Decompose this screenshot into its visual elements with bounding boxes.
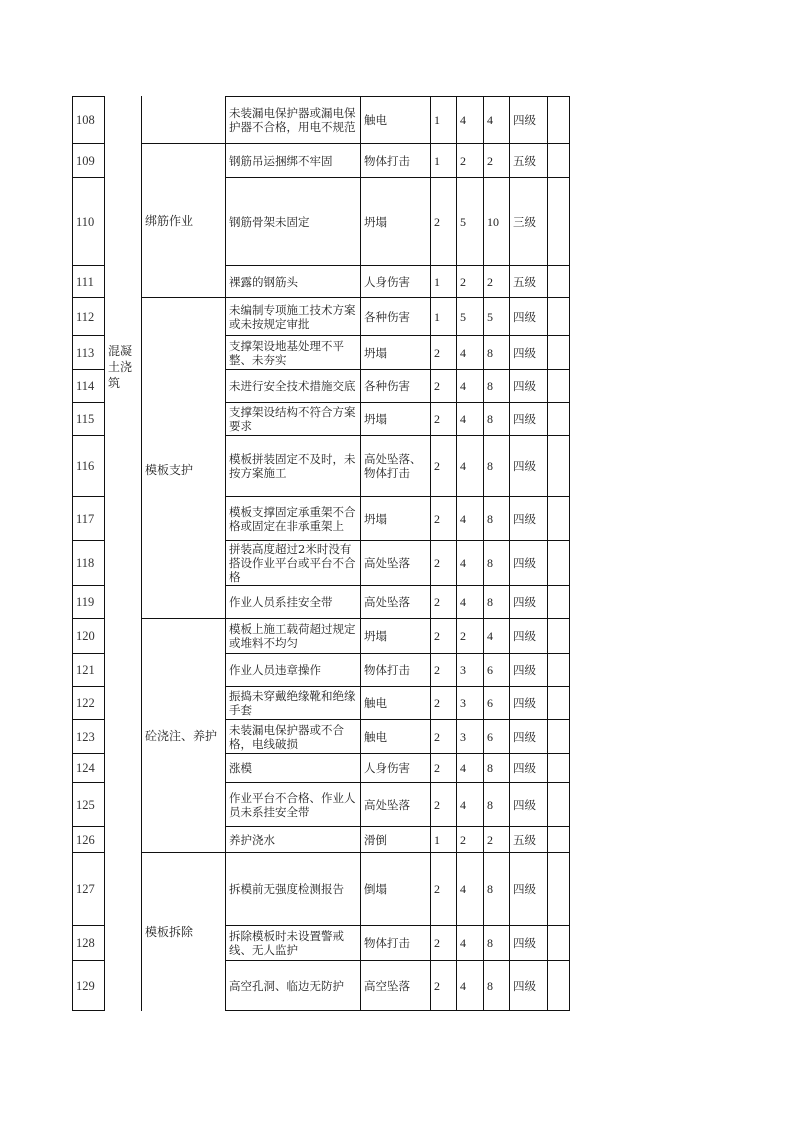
risk-value: 5 [487, 309, 493, 324]
hazard-description: 未编制专项施工技术方案或未按规定审批 [229, 302, 356, 331]
risk-level: 五级 [513, 153, 536, 168]
note-cell [548, 654, 569, 686]
hazard-description: 振捣未穿戴绝缘靴和绝缘手套 [229, 689, 356, 717]
likelihood-value: 2 [434, 761, 440, 775]
note-cell [548, 266, 569, 297]
risk-value: 6 [487, 696, 493, 710]
note-cell [548, 586, 569, 618]
note-cell [548, 783, 569, 826]
accident-type: 人身伤害 [364, 761, 410, 775]
accident-type: 坍塌 [364, 412, 387, 426]
note-cell [548, 687, 569, 719]
row-divider [72, 1010, 105, 1011]
likelihood-value: 2 [434, 556, 440, 570]
note-cell [548, 436, 569, 496]
severity-value: 2 [460, 153, 466, 168]
hazard-description: 未装漏电保护器或不合格，电线破损 [229, 722, 344, 751]
accident-type: 人身伤害 [364, 274, 410, 289]
risk-value: 8 [487, 556, 493, 570]
risk-value: 4 [487, 629, 493, 643]
severity-value: 3 [460, 729, 466, 744]
hazard-description: 未进行安全技术措施交底 [229, 379, 356, 393]
risk-level: 四级 [513, 595, 536, 609]
risk-level: 四级 [513, 663, 536, 677]
likelihood-value: 2 [434, 978, 440, 993]
accident-type: 各种伤害 [364, 309, 410, 324]
risk-value: 2 [487, 274, 493, 289]
likelihood-value: 2 [434, 345, 440, 360]
row-number: 116 [76, 459, 95, 473]
accident-type: 坍塌 [364, 214, 387, 229]
note-cell [548, 178, 569, 265]
severity-value: 4 [460, 595, 466, 609]
note-cell [548, 336, 569, 369]
severity-value: 4 [460, 797, 466, 812]
hazard-description: 裸露的钢筋头 [229, 274, 298, 289]
hazard-description: 涨模 [229, 761, 252, 775]
risk-level: 四级 [513, 882, 536, 896]
column-divider [569, 96, 570, 1011]
severity-value: 4 [460, 379, 466, 393]
severity-value: 3 [460, 696, 466, 710]
severity-value: 4 [460, 345, 466, 360]
risk-value: 8 [487, 459, 493, 473]
risk-value: 10 [487, 214, 499, 229]
risk-level: 四级 [513, 797, 536, 812]
risk-level: 四级 [513, 978, 536, 993]
severity-value: 2 [460, 274, 466, 289]
column-divider [104, 96, 105, 1011]
accident-type: 高处坠落 [364, 797, 410, 812]
row-number: 108 [76, 113, 95, 127]
risk-level: 四级 [513, 113, 536, 127]
risk-level: 四级 [513, 345, 536, 360]
category-cell: 混凝土浇筑 [108, 343, 133, 390]
likelihood-value: 2 [434, 459, 440, 473]
accident-type: 高处坠落、物体打击 [364, 452, 422, 480]
row-number: 126 [76, 832, 95, 847]
risk-level: 四级 [513, 556, 536, 570]
likelihood-value: 2 [434, 696, 440, 710]
group-label [142, 97, 225, 143]
risk-value: 8 [487, 978, 493, 993]
note-cell [548, 298, 569, 335]
likelihood-value: 2 [434, 629, 440, 643]
accident-type: 坍塌 [364, 511, 387, 526]
group-label: 模板拆除 [145, 924, 194, 939]
row-number: 122 [76, 696, 95, 710]
group-label: 模板支护 [145, 463, 194, 477]
hazard-description: 养护浇水 [229, 832, 275, 847]
risk-value: 8 [487, 761, 493, 775]
accident-type: 坍塌 [364, 629, 387, 643]
risk-level: 四级 [513, 459, 536, 473]
hazard-description: 拆模前无强度检测报告 [229, 882, 344, 896]
accident-type: 物体打击 [364, 936, 410, 950]
hazard-description: 作业平台不合格、作业人员未系挂安全带 [229, 790, 356, 819]
risk-value: 8 [487, 882, 493, 896]
risk-value: 8 [487, 511, 493, 526]
severity-value: 2 [460, 629, 466, 643]
severity-value: 5 [460, 214, 466, 229]
accident-type: 高空坠落 [364, 978, 410, 993]
note-cell [548, 926, 569, 960]
hazard-description: 模板拼装固定不及时，未按方案施工 [229, 452, 356, 480]
severity-value: 2 [460, 832, 466, 847]
risk-value: 8 [487, 936, 493, 950]
accident-type: 高处坠落 [364, 556, 410, 570]
risk-level: 四级 [513, 936, 536, 950]
note-cell [548, 541, 569, 585]
row-number: 115 [76, 412, 95, 426]
row-number: 117 [76, 511, 95, 526]
risk-level: 五级 [513, 832, 536, 847]
hazard-description: 模板支撑固定承重架不合格或固定在非承重架上 [229, 504, 356, 533]
hazard-description: 拆除模板时未设置警戒线、无人监护 [229, 929, 344, 957]
group-label: 绑筋作业 [145, 213, 194, 228]
severity-value: 5 [460, 309, 466, 324]
accident-type: 触电 [364, 729, 387, 744]
row-number: 111 [76, 274, 94, 289]
risk-level: 五级 [513, 274, 536, 289]
accident-type: 物体打击 [364, 663, 410, 677]
severity-value: 4 [460, 978, 466, 993]
accident-type: 触电 [364, 696, 387, 710]
accident-type: 滑倒 [364, 832, 387, 847]
row-number: 112 [76, 309, 95, 324]
risk-level: 四级 [513, 696, 536, 710]
risk-value: 8 [487, 595, 493, 609]
hazard-description: 高空孔洞、临边无防护 [229, 978, 344, 993]
severity-value: 4 [460, 761, 466, 775]
note-cell [548, 754, 569, 782]
severity-value: 3 [460, 663, 466, 677]
risk-level: 四级 [513, 761, 536, 775]
risk-value: 4 [487, 113, 493, 127]
likelihood-value: 2 [434, 511, 440, 526]
row-number: 109 [76, 153, 95, 168]
likelihood-value: 2 [434, 379, 440, 393]
note-cell [548, 853, 569, 925]
risk-value: 6 [487, 663, 493, 677]
likelihood-value: 2 [434, 214, 440, 229]
hazard-description: 作业人员违章操作 [229, 663, 321, 677]
likelihood-value: 2 [434, 882, 440, 896]
likelihood-value: 2 [434, 663, 440, 677]
group-label: 砼浇注、养护 [145, 728, 218, 743]
note-cell [548, 961, 569, 1010]
accident-type: 倒塌 [364, 882, 387, 896]
risk-value: 6 [487, 729, 493, 744]
risk-level: 四级 [513, 412, 536, 426]
row-number: 127 [76, 882, 95, 896]
accident-type: 坍塌 [364, 345, 387, 360]
likelihood-value: 2 [434, 936, 440, 950]
note-cell [548, 827, 569, 852]
risk-level: 三级 [513, 214, 536, 229]
likelihood-value: 1 [434, 832, 440, 847]
likelihood-value: 1 [434, 113, 440, 127]
hazard-description: 钢筋骨架未固定 [229, 214, 310, 229]
risk-level: 四级 [513, 729, 536, 744]
note-cell [548, 370, 569, 402]
note-cell [548, 403, 569, 435]
note-cell [548, 97, 569, 143]
hazard-description: 支撑架设结构不符合方案要求 [229, 405, 356, 433]
risk-level: 四级 [513, 511, 536, 526]
risk-value: 2 [487, 153, 493, 168]
severity-value: 4 [460, 556, 466, 570]
row-number: 129 [76, 978, 95, 993]
hazard-description: 模板上施工载荷超过规定或堆料不均匀 [229, 622, 356, 650]
row-number: 118 [76, 556, 95, 570]
likelihood-value: 1 [434, 153, 440, 168]
note-cell [548, 497, 569, 540]
hazard-description: 作业人员系挂安全带 [229, 595, 333, 609]
severity-value: 4 [460, 511, 466, 526]
severity-value: 4 [460, 113, 466, 127]
accident-type: 各种伤害 [364, 379, 410, 393]
accident-type: 物体打击 [364, 153, 410, 168]
risk-level: 四级 [513, 309, 536, 324]
risk-value: 8 [487, 412, 493, 426]
note-cell [548, 720, 569, 753]
hazard-description: 未装漏电保护器或漏电保护器不合格，用电不规范 [229, 106, 356, 134]
row-number: 120 [76, 629, 95, 643]
row-number: 123 [76, 729, 95, 744]
row-divider [225, 1010, 570, 1011]
group-divider [141, 297, 226, 298]
row-number: 121 [76, 663, 95, 677]
hazard-description: 拼装高度超过2米时没有搭设作业平台或平台不合格 [229, 542, 356, 584]
likelihood-value: 1 [434, 309, 440, 324]
likelihood-value: 1 [434, 274, 440, 289]
row-number: 113 [76, 345, 95, 360]
severity-value: 4 [460, 882, 466, 896]
likelihood-value: 2 [434, 595, 440, 609]
likelihood-value: 2 [434, 729, 440, 744]
row-number: 128 [76, 936, 95, 950]
severity-value: 4 [460, 936, 466, 950]
accident-type: 高处坠落 [364, 595, 410, 609]
likelihood-value: 2 [434, 797, 440, 812]
severity-value: 4 [460, 412, 466, 426]
risk-level: 四级 [513, 629, 536, 643]
risk-value: 8 [487, 345, 493, 360]
likelihood-value: 2 [434, 412, 440, 426]
risk-value: 8 [487, 797, 493, 812]
risk-value: 2 [487, 832, 493, 847]
note-cell [548, 144, 569, 177]
row-number: 114 [76, 379, 95, 393]
accident-type: 触电 [364, 113, 387, 127]
row-number: 125 [76, 797, 95, 812]
risk-level: 四级 [513, 379, 536, 393]
row-number: 124 [76, 761, 95, 775]
note-cell [548, 619, 569, 653]
hazard-description: 钢筋吊运捆绑不牢固 [229, 153, 333, 168]
hazard-description: 支撑架设地基处理不平整、未夯实 [229, 338, 344, 367]
row-number: 119 [76, 595, 95, 609]
severity-value: 4 [460, 459, 466, 473]
risk-value: 8 [487, 379, 493, 393]
row-number: 110 [76, 214, 95, 229]
